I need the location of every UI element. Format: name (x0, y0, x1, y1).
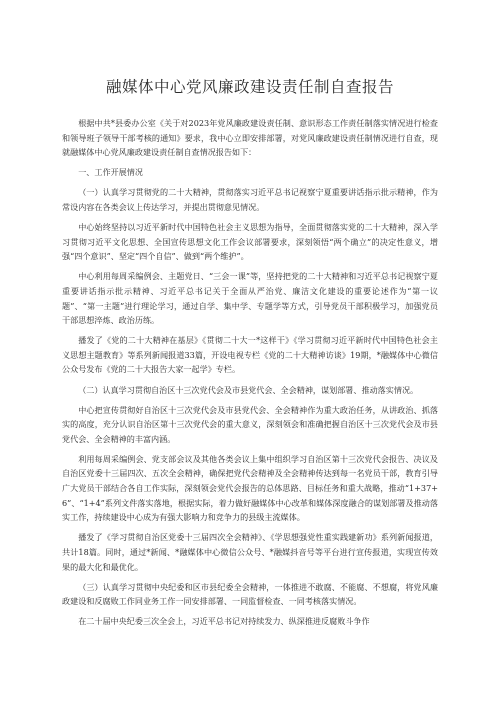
paragraph: 播发了《党的二十大精神在基层》《贯彻二十大一*这样干》《学习贯彻习近平新时代中国特色社会主义思想主题教育》等系列新闻报道33篇，开设电视专栏《党的二十大精神访谈》19期，*融媒体中心微信公众号发布《党的二十大报告大家一起学》专栏。 (62, 335, 438, 375)
paragraph: 中心始终坚持以习近平新时代中国特色社会主义思想为指导，全面贯彻落实党的二十大精神，深入学习贯彻习近平文化思想、全国宣传思想文化工作会议部署要求，深刻领悟“两个确立”的决定性意义，增强“四个意识”、坚定“四个自信”、做到“两个维护”。 (62, 222, 438, 262)
section-heading-work-status: 一、工作开展情况 (78, 167, 143, 178)
paragraph-intro: 根据中共*县委办公室《关于对2023年党风廉政建设责任制、意识形态工作责任制落实情况进行检查和领导班子领导干部考核的通知》要求，我中心立即安排部署，对党风廉政建设责任制情况进行自查，现就融媒体中心党风廉政建设责任制自查情况报告如下： (62, 118, 438, 158)
subheading-two: （二）认真学习贯彻自治区十三次党代会及市县党代会、全会精神，谋划部署、推动落实情况。 (78, 384, 419, 395)
paragraph: 利用每周采编例会、党支部会议及其他各类会议上集中组织学习自治区第十三次党代会报告、决议及自治区党委十三届四次、五次全会精神，确保把党代会精神及全会精神传达到每一名党员干部，教育引导广大党员干部结合各自工作实际，深刻领会党代会报告的总体思路、目标任务和重大战略，推动“1+37+6”、“1+4”系列文件落实落地，根据实际，着力做好融媒体中心改革和媒体深度融合的谋划部署及推动落实工作，持续建设中心成为有强大影响力和竞争力的县级主流媒体。 (62, 453, 438, 523)
document-title: 融媒体中心党风廉政建设责任制自查报告 (105, 78, 394, 96)
paragraph: 中心把宣传贯彻好自治区十三次党代会及市县党代会、全会精神作为重大政治任务，从讲政治、抓落实的高度，充分认识自治区第十三次党代会的重大意义，深刻领会和准确把握自治区十三次党代会及市县党代会、全会精神的丰富内涵。 (62, 404, 438, 444)
paragraph: 播发了《学习贯彻自治区党委十三届四次全会精神》、《学思想强党性重实践建新功》系列新闻报道，共计18篇。同时，通过*新闻、*融媒体中心微信公众号、*融媒抖音号等平台进行宣传报道，实现宣传效果的最大化和最优化。 (62, 532, 438, 572)
subheading-one: （一）认真学习贯彻党的二十大精神，贯彻落实习近平总书记视察宁夏重要讲话指示批示精神，作为常设内容在各类会议上传达学习，并提出贯彻意见情况。 (62, 187, 438, 212)
paragraph: 中心利用每周采编例会、主题党日、“三会一课”等，坚持把党的二十大精神和习近平总书记视察宁夏重要讲话指示批示精神、习近平总书记关于全面从严治党、廉洁文化建设的重要论述作为“第一议题”、“第一主题”进行理论学习，通过自学、集中学、专题学等方式，引导党员干部积极学习，加强党员干部思想淬炼、政治历练。 (62, 271, 438, 326)
subheading-three: （三）认真学习贯彻中央纪委和区市县纪委全会精神，一体推进不敢腐、不能腐、不想腐，将党风廉政建设和反腐败工作同业务工作一同安排部署、一同监督检查、一同考核落实情况。 (62, 581, 438, 607)
paragraph: 在二十届中央纪委三次全会上，习近平总书记对持续发力、纵深推进反腐败斗争作 (78, 616, 370, 627)
